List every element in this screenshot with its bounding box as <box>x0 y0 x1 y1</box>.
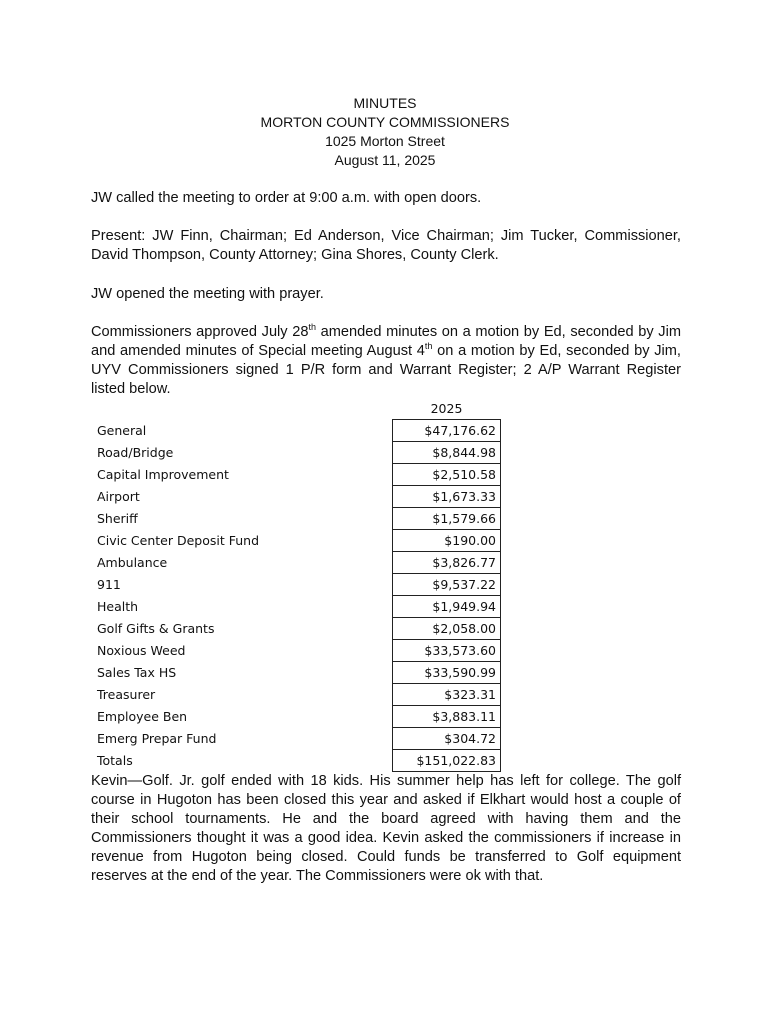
present-paragraph: Present: JW Finn, Chairman; Ed Anderson, Vice Chairman; Jim Tucker, Commissioner, David Thompson, County Attorney; Gina Shores, County Clerk. <box>91 228 681 263</box>
fund-name: Civic Center Deposit Fund <box>97 532 260 548</box>
table-row <box>91 661 501 683</box>
table-row <box>91 595 501 617</box>
approval-text-2: amended minutes on a motion by Ed, seconded by Jim and amended minutes of Special meeting August 4 <box>91 324 681 359</box>
fund-name: 911 <box>97 576 121 592</box>
fund-name: Employee Ben <box>97 708 188 724</box>
fund-amount: $8,844.98 <box>393 441 501 463</box>
table-row <box>91 639 501 661</box>
fund-name: Noxious Weed <box>97 642 186 658</box>
header-title: MINUTES <box>353 95 417 111</box>
approval-sup-1: th <box>308 322 316 333</box>
approval-text-3: on a motion by Ed, seconded by Jim, UYV Commissioners signed 1 P/R form and Warrant Register; 2 A/P Warrant Register listed below. <box>91 343 681 397</box>
table-row <box>91 617 501 639</box>
approval-paragraph <box>91 323 681 399</box>
fund-amount: $1,579.66 <box>393 507 501 529</box>
call-to-order-paragraph: JW called the meeting to order at 9:00 a.m. with open doors. <box>91 190 482 206</box>
fund-amount: $33,573.60 <box>393 639 501 661</box>
totals-amount: $151,022.83 <box>393 749 501 771</box>
table-row <box>91 419 501 441</box>
table-row <box>91 573 501 595</box>
fund-amount: $1,673.33 <box>393 485 501 507</box>
fund-name: Airport <box>97 488 140 504</box>
fund-amount: $2,058.00 <box>393 617 501 639</box>
table-row <box>91 683 501 705</box>
header-date: August 11, 2025 <box>334 152 436 168</box>
table-row <box>91 727 501 749</box>
fund-amount: $33,590.99 <box>393 661 501 683</box>
fund-amount: $47,176.62 <box>393 419 501 441</box>
fund-name: Emerg Prepar Fund <box>97 730 217 746</box>
table-row <box>91 463 501 485</box>
table-row <box>91 551 501 573</box>
table-row <box>91 485 501 507</box>
fund-name: Sheriff <box>97 510 138 526</box>
warrant-register-table <box>91 398 501 772</box>
fund-amount: $190.00 <box>393 529 501 551</box>
table-row <box>91 441 501 463</box>
fund-amount: $9,537.22 <box>393 573 501 595</box>
approval-sup-2: th <box>424 341 433 352</box>
fund-name: Road/Bridge <box>97 444 174 460</box>
fund-name: General <box>97 422 147 438</box>
table-year-header: 2025 <box>430 400 463 416</box>
fund-name: Capital Improvement <box>97 466 229 482</box>
fund-name: Ambulance <box>97 554 168 570</box>
fund-amount: $1,949.94 <box>393 595 501 617</box>
approval-text-1: Commissioners approved July 28 <box>91 324 309 340</box>
prayer-paragraph: JW opened the meeting with prayer. <box>91 286 324 302</box>
fund-name: Golf Gifts & Grants <box>97 620 215 636</box>
table-row <box>91 705 501 727</box>
fund-amount: $3,883.11 <box>393 705 501 727</box>
header-organization: MORTON COUNTY COMMISSIONERS <box>260 114 510 130</box>
fund-amount: $3,826.77 <box>393 551 501 573</box>
fund-amount: $323.31 <box>393 683 501 705</box>
header-address: 1025 Morton Street <box>325 133 445 149</box>
table-year-row <box>91 398 501 419</box>
fund-amount: $2,510.58 <box>393 463 501 485</box>
fund-name: Sales Tax HS <box>97 664 177 680</box>
kevin-golf-paragraph: Kevin—Golf. Jr. golf ended with 18 kids. His summer help has left for college. The golf course in Hugoton has been closed this year and asked if Elkhart would host a couple of their school tournaments. He and the board agreed with having them and the Commissioners thought it was a good idea. Kevin asked the commissioners if increase in revenue from Hugoton being closed. Could funds be transferred to Golf equipment reserves at the end of the year. The Commissioners were ok with that. <box>91 773 681 884</box>
fund-name: Health <box>97 598 139 614</box>
document-header <box>0 94 770 170</box>
fund-amount: $304.72 <box>393 727 501 749</box>
fund-name: Treasurer <box>97 686 156 702</box>
table-totals-row <box>91 749 501 771</box>
table-row <box>91 529 501 551</box>
totals-label: Totals <box>97 752 133 768</box>
table-row <box>91 507 501 529</box>
